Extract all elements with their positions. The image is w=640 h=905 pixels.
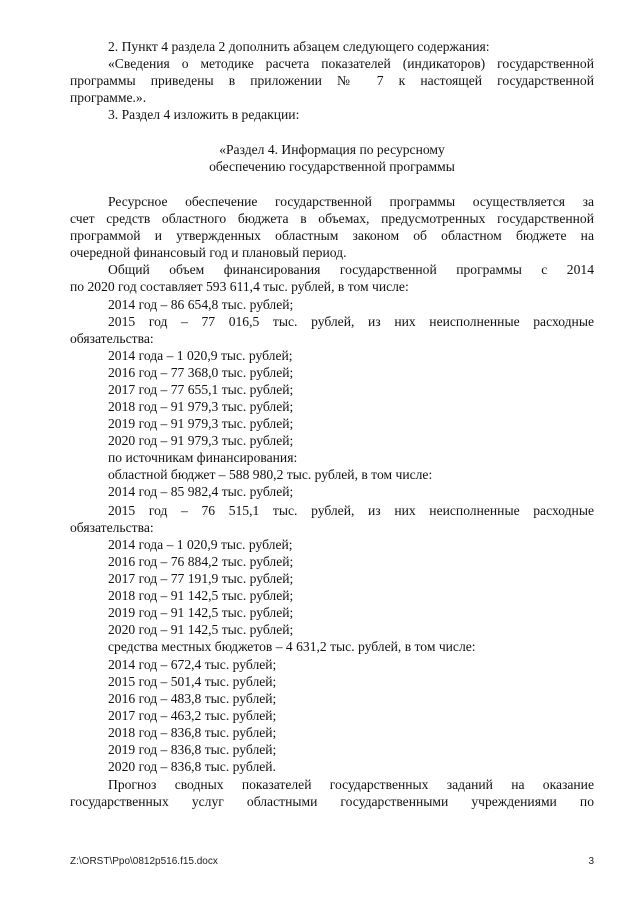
page-number: 3 bbox=[588, 856, 594, 867]
text-line: по 2020 год составляет 593 611,4 тыс. рублей, в том числе: bbox=[70, 279, 409, 294]
text-line: 2017 год – 77 191,9 тыс. рублей; bbox=[108, 571, 294, 586]
text-line: 2014 года – 1 020,9 тыс. рублей; bbox=[108, 537, 293, 552]
text-line: 2014 года – 1 020,9 тыс. рублей; bbox=[108, 348, 293, 363]
text-line: 2017 год – 77 655,1 тыс. рублей; bbox=[108, 382, 294, 397]
text-line: 2018 год – 91 979,3 тыс. рублей; bbox=[108, 399, 294, 414]
text-line: счет средств областного бюджета в объемах, предусмотренных государственной bbox=[70, 211, 594, 226]
text-line: 2015 год – 76 515,1 тыс. рублей, из них неисполненные расходные bbox=[108, 503, 594, 518]
text-line: программой и утвержденных областным законом об областном бюджете на bbox=[70, 228, 594, 243]
text-line: Общий объем финансирования государственной программы с 2014 bbox=[108, 262, 594, 277]
text-line: 2019 год – 91 142,5 тыс. рублей; bbox=[108, 605, 294, 620]
text-line: 2020 год – 91 142,5 тыс. рублей; bbox=[108, 622, 294, 637]
text-line: 2014 год – 672,4 тыс. рублей; bbox=[108, 657, 277, 672]
text-line: «Сведения о методике расчета показателей (индикаторов) государственной bbox=[108, 56, 594, 71]
text-line: по источникам финансирования: bbox=[108, 450, 298, 465]
text-line: государственных услуг областными государственными учреждениями по bbox=[70, 794, 594, 809]
footer-file-path: Z:\ORST\Ppo\0812p516.f15.docx bbox=[70, 856, 218, 867]
text-line: 2018 год – 836,8 тыс. рублей; bbox=[108, 725, 277, 740]
section-heading: «Раздел 4. Информация по ресурсному bbox=[219, 142, 445, 157]
text-line: обязательства: bbox=[70, 520, 154, 535]
text-line: Прогноз сводных показателей государственных заданий на оказание bbox=[108, 777, 594, 792]
text-line: 2. Пункт 4 раздела 2 дополнить абзацем следующего содержания: bbox=[108, 39, 490, 54]
text-line: программе.». bbox=[70, 90, 147, 105]
text-line: программы приведены в приложении № 7 к настоящей государственной bbox=[70, 73, 594, 88]
text-line: 2016 год – 76 884,2 тыс. рублей; bbox=[108, 554, 294, 569]
text-line: средства местных бюджетов – 4 631,2 тыс. рублей, в том числе: bbox=[108, 639, 476, 654]
text-line: 2014 год – 85 982,4 тыс. рублей; bbox=[108, 484, 294, 499]
text-line: очередной финансовый год и плановый период. bbox=[70, 245, 347, 260]
text-line: 2018 год – 91 142,5 тыс. рублей; bbox=[108, 588, 294, 603]
text-line: 2015 год – 501,4 тыс. рублей; bbox=[108, 674, 277, 689]
text-line: 2020 год – 91 979,3 тыс. рублей; bbox=[108, 433, 294, 448]
text-line: Ресурсное обеспечение государственной программы осуществляется за bbox=[108, 194, 594, 209]
text-line: 2016 год – 483,8 тыс. рублей; bbox=[108, 691, 277, 706]
text-line: 2016 год – 77 368,0 тыс. рублей; bbox=[108, 365, 294, 380]
text-line: 3. Раздел 4 изложить в редакции: bbox=[108, 107, 300, 122]
text-line: 2019 год – 836,8 тыс. рублей; bbox=[108, 742, 277, 757]
text-line: 2015 год – 77 016,5 тыс. рублей, из них неисполненные расходные bbox=[108, 314, 594, 329]
text-line: 2019 год – 91 979,3 тыс. рублей; bbox=[108, 416, 294, 431]
text-line: 2017 год – 463,2 тыс. рублей; bbox=[108, 708, 277, 723]
text-line: 2020 год – 836,8 тыс. рублей. bbox=[108, 759, 276, 774]
section-heading: обеспечению государственной программы bbox=[209, 159, 455, 174]
text-line: обязательства: bbox=[70, 331, 154, 346]
text-line: областной бюджет – 588 980,2 тыс. рублей, в том числе: bbox=[108, 467, 433, 482]
text-line: 2014 год – 86 654,8 тыс. рублей; bbox=[108, 297, 294, 312]
